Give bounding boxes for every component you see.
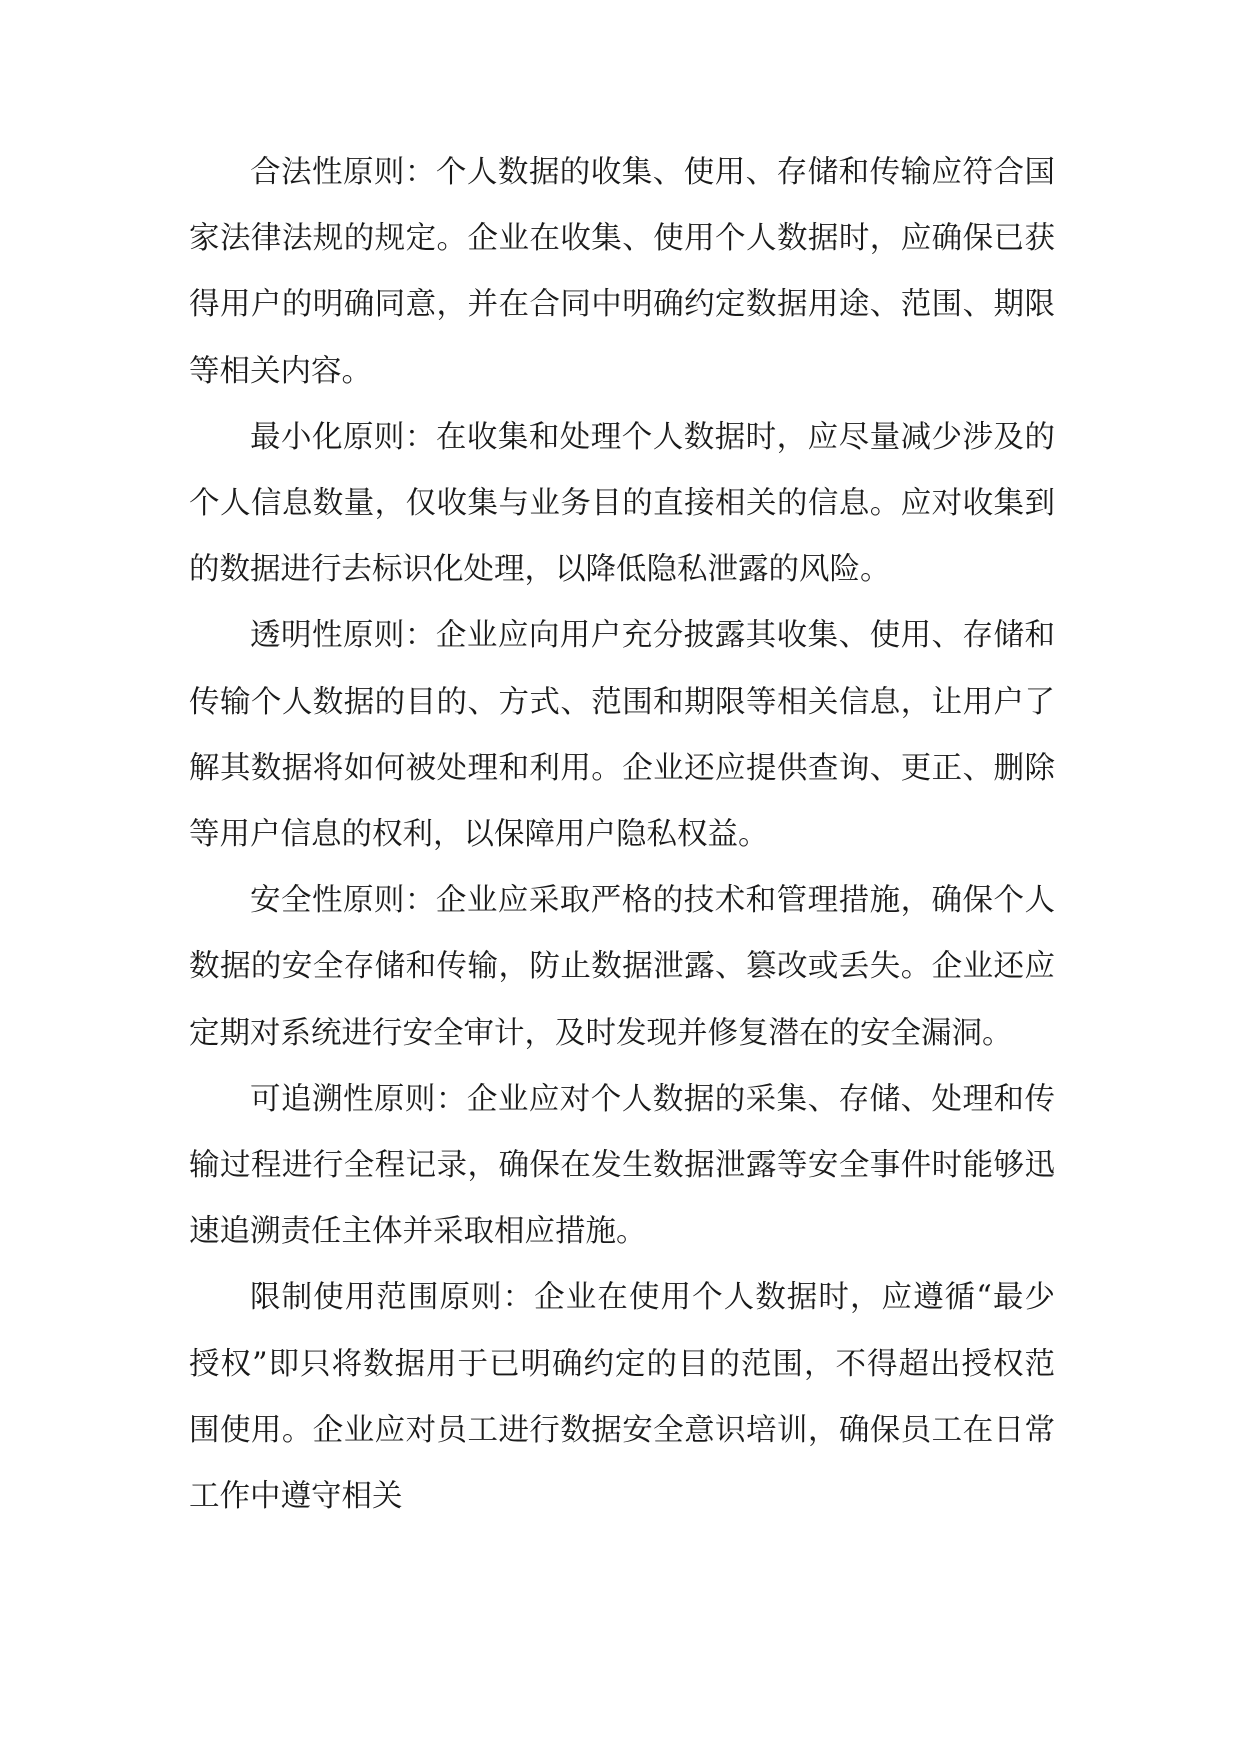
paragraph-minimization-principle: 最小化原则：在收集和处理个人数据时，应尽量减少涉及的个人信息数量，仅收集与业务目的直接相关的信息。应对收集到的数据进行去标识化处理，以降低隐私泄露的风险。	[189, 419, 1055, 588]
paragraph-security-principle: 安全性原则：企业应采取严格的技术和管理措施，确保个人数据的安全存储和传输，防止数据泄露、篡改或丢失。企业还应定期对系统进行安全审计，及时发现并修复潜在的安全漏洞。	[189, 883, 1055, 1051]
paragraph-limited-use-principle: 限制使用范围原则：企业在使用个人数据时，应遵循“最少授权”即只将数据用于已明确约定的目的范围，不得超出授权范围使用。企业应对员工进行数据安全意识培训，确保员工在日常工作中遵守相关	[189, 1280, 1055, 1515]
paragraph-legality-principle: 合法性原则：个人数据的收集、使用、存储和传输应符合国家法律法规的规定。企业在收集、使用个人数据时，应确保已获得用户的明确同意，并在合同中明确约定数据用途、范围、期限等相关内容。	[189, 155, 1055, 389]
paragraph-traceability-principle: 可追溯性原则：企业应对个人数据的采集、存储、处理和传输过程进行全程记录，确保在发生数据泄露等安全事件时能够迅速追溯责任主体并采取相应措施。	[189, 1081, 1055, 1250]
document-body	[189, 140, 1055, 1530]
paragraph-transparency-principle: 透明性原则：企业应向用户充分披露其收集、使用、存储和传输个人数据的目的、方式、范围和期限等相关信息，让用户了解其数据将如何被处理和利用。企业还应提供查询、更正、删除等用户信息的权利，以保障用户隐私权益。	[189, 618, 1055, 853]
